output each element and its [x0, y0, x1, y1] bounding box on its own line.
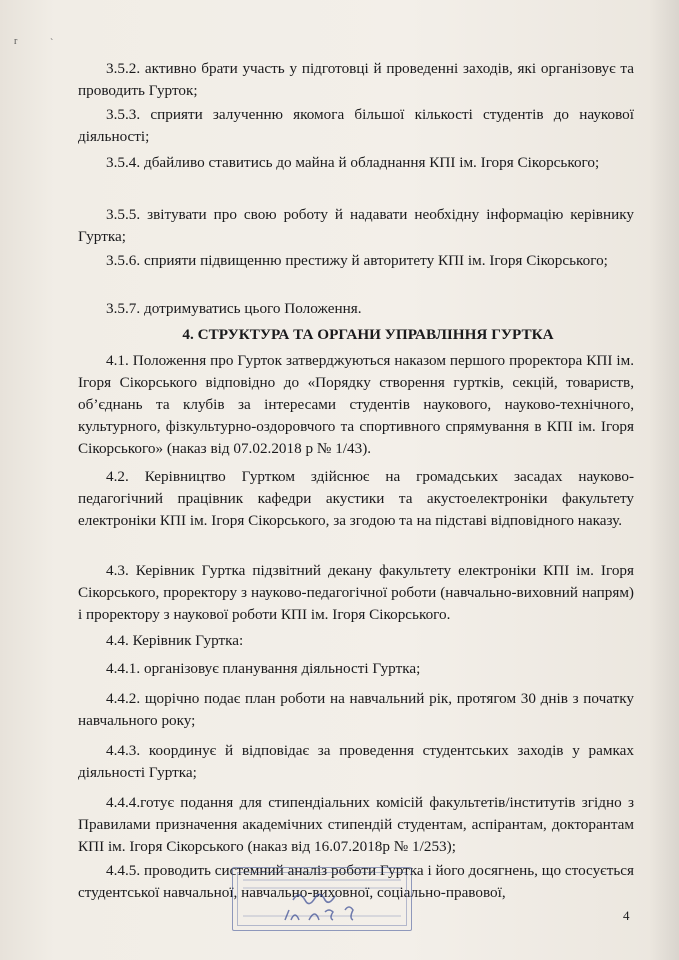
- paragraph-4-4-5: 4.4.5. проводить системний аналіз роботи Гуртка і його досягнень, що стосується студентської навчальної, навчально-виховної, соціально-правової,: [78, 862, 634, 901]
- page-shadow: [649, 0, 679, 960]
- corner-mark: `: [50, 38, 54, 49]
- paragraph-3-5-7: 3.5.7. дотримуватись цього Положення.: [106, 300, 362, 317]
- page-number: 4: [623, 908, 630, 923]
- paragraph-3-5-4: 3.5.4. дбайливо ставитись до майна й обладнання КПІ ім. Ігоря Сікорського;: [106, 154, 600, 171]
- paragraph-3-5-6: 3.5.6. сприяти підвищенню престижу й авторитету КПІ ім. Ігоря Сікорського;: [106, 252, 608, 269]
- paragraph-4-2: 4.2. Керівництво Гуртком здійснює на громадських засадах науково-педагогічний працівник кафедри акустики та акустоелектроніки факультету електроніки КПІ ім. Ігоря Сікорського, за згодою та на підставі відповідного наказу.: [78, 468, 634, 529]
- registration-stamp: [232, 867, 412, 931]
- paragraph-4-4-2: 4.4.2. щорічно подає план роботи на навчальний рік, протягом 30 днів з початку навчального року;: [78, 690, 634, 729]
- paragraph-3-5-3: 3.5.3. сприяти залученню якомога більшої кількості студентів до наукової діяльності;: [78, 106, 634, 145]
- paragraph-3-5-5: 3.5.5. звітувати про свою роботу й надавати необхідну інформацію керівнику Гуртка;: [78, 206, 634, 245]
- corner-mark: r: [14, 36, 18, 47]
- section-heading: 4. СТРУКТУРА ТА ОРГАНИ УПРАВЛІННЯ ГУРТКА: [182, 326, 554, 343]
- stamp-handwriting: [233, 868, 411, 930]
- paragraph-4-4-3: 4.4.3. координує й відповідає за проведення студентських заходів у рамках діяльності Гуртка;: [78, 742, 634, 781]
- paragraph-4-1: 4.1. Положення про Гурток затверджуються наказом першого проректора КПІ ім. Ігоря Сікорського відповідно до «Порядку створення гуртків, секцій, товариств, об’єднань та клубів за інтересами студентів наукового, науково-технічного, культурного, фізкультурно-оздоровчого та спортивного спрямування в КПІ ім. Ігоря Сікорського» (наказ від 07.02.2018 р № 1/43).: [78, 352, 634, 457]
- paragraph-4-4-4: 4.4.4.готує подання для стипендіальних комісій факультетів/інститутів згідно з Правилами призначення академічних стипендій студентам, аспірантам, докторантам КПІ ім. Ігоря Сікорського (наказ від 16.07.2018р № 1/253);: [78, 794, 634, 855]
- paragraph-4-4-1: 4.4.1. організовує планування діяльності Гуртка;: [106, 660, 421, 677]
- paragraph-4-4: 4.4. Керівник Гуртка:: [106, 632, 244, 649]
- paragraph-4-3: 4.3. Керівник Гуртка підзвітний декану факультету електроніки КПІ ім. Ігоря Сікорського, проректору з науково-педагогічної роботи (навчально-виховний напрям) і проректору з наукової роботи КПІ ім. Ігоря Сікорського.: [78, 562, 634, 623]
- paragraph-3-5-2: 3.5.2. активно брати участь у підготовці й проведенні заходів, які організовує та проводить Гурток;: [78, 60, 634, 99]
